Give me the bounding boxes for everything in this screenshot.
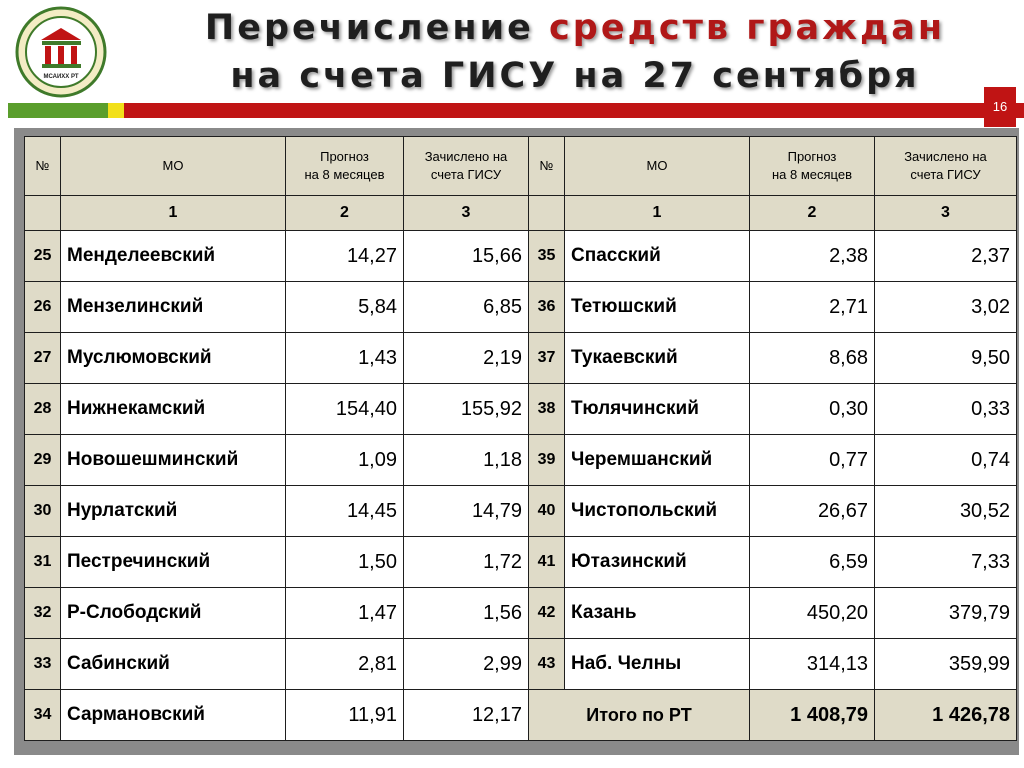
page-title xyxy=(140,4,1010,100)
forecast-value: 1,50 xyxy=(286,537,404,588)
header-mo: МО xyxy=(565,137,750,196)
row-number: 30 xyxy=(25,486,61,537)
colnum-2: 2 xyxy=(286,196,404,231)
credited-value: 7,33 xyxy=(875,537,1017,588)
forecast-value: 0,77 xyxy=(750,435,875,486)
colnum-blank xyxy=(529,196,565,231)
table-row xyxy=(25,384,1017,435)
row-number: 42 xyxy=(529,588,565,639)
district-name: Ютазинский xyxy=(565,537,750,588)
forecast-value: 314,13 xyxy=(750,639,875,690)
table-header-row xyxy=(25,137,1017,196)
row-number: 37 xyxy=(529,333,565,384)
forecast-value: 6,59 xyxy=(750,537,875,588)
district-name: Тетюшский xyxy=(565,282,750,333)
district-name: Черемшанский xyxy=(565,435,750,486)
district-name: Нижнекамский xyxy=(61,384,286,435)
row-number: 32 xyxy=(25,588,61,639)
header-mo: МО xyxy=(61,137,286,196)
district-name: Тюлячинский xyxy=(565,384,750,435)
row-number: 41 xyxy=(529,537,565,588)
stripe-green xyxy=(8,103,108,118)
header-credited: Зачислено на счета ГИСУ xyxy=(404,137,529,196)
credited-value: 379,79 xyxy=(875,588,1017,639)
credited-value: 2,37 xyxy=(875,231,1017,282)
forecast-value: 450,20 xyxy=(750,588,875,639)
row-number: 40 xyxy=(529,486,565,537)
forecast-value: 5,84 xyxy=(286,282,404,333)
table-row xyxy=(25,333,1017,384)
table-row xyxy=(25,588,1017,639)
table-frame xyxy=(14,128,1019,755)
row-number: 34 xyxy=(25,690,61,741)
table-row xyxy=(25,639,1017,690)
colnum-blank xyxy=(25,196,61,231)
forecast-value: 11,91 xyxy=(286,690,404,741)
forecast-value: 2,71 xyxy=(750,282,875,333)
credited-value: 6,85 xyxy=(404,282,529,333)
row-number: 39 xyxy=(529,435,565,486)
colnum-2: 2 xyxy=(750,196,875,231)
row-number: 26 xyxy=(25,282,61,333)
slide-number: 16 xyxy=(984,87,1016,127)
district-name: Муслюмовский xyxy=(61,333,286,384)
table-row xyxy=(25,282,1017,333)
credited-value: 155,92 xyxy=(404,384,529,435)
header-num: № xyxy=(25,137,61,196)
header-forecast: Прогноз на 8 месяцев xyxy=(750,137,875,196)
forecast-value: 2,38 xyxy=(750,231,875,282)
row-number: 33 xyxy=(25,639,61,690)
credited-value: 0,33 xyxy=(875,384,1017,435)
forecast-value: 154,40 xyxy=(286,384,404,435)
stripe-yellow xyxy=(108,103,124,118)
credited-value: 15,66 xyxy=(404,231,529,282)
credited-value: 359,99 xyxy=(875,639,1017,690)
forecast-value: 14,27 xyxy=(286,231,404,282)
district-name: Мензелинский xyxy=(61,282,286,333)
district-name: Чистопольский xyxy=(565,486,750,537)
credited-value: 1,72 xyxy=(404,537,529,588)
colnum-1: 1 xyxy=(565,196,750,231)
row-number: 28 xyxy=(25,384,61,435)
total-forecast: 1 408,79 xyxy=(750,690,875,741)
table-row xyxy=(25,486,1017,537)
forecast-value: 8,68 xyxy=(750,333,875,384)
forecast-value: 0,30 xyxy=(750,384,875,435)
stripe-red xyxy=(124,103,1024,118)
logo xyxy=(12,6,110,98)
district-name: Сабинский xyxy=(61,639,286,690)
forecast-value: 1,47 xyxy=(286,588,404,639)
district-name: Менделеевский xyxy=(61,231,286,282)
ministry-emblem-icon xyxy=(12,6,110,98)
header-forecast: Прогноз на 8 месяцев xyxy=(286,137,404,196)
district-name: Р-Слободский xyxy=(61,588,286,639)
logo-text: МСАИХХ РТ xyxy=(43,74,79,80)
district-name: Тукаевский xyxy=(565,333,750,384)
total-label: Итого по РТ xyxy=(529,690,750,741)
colnum-1: 1 xyxy=(61,196,286,231)
district-name: Сармановский xyxy=(61,690,286,741)
district-name: Пестречинский xyxy=(61,537,286,588)
header-credited: Зачислено на счета ГИСУ xyxy=(875,137,1017,196)
credited-value: 14,79 xyxy=(404,486,529,537)
row-number: 38 xyxy=(529,384,565,435)
credited-value: 2,99 xyxy=(404,639,529,690)
row-number: 29 xyxy=(25,435,61,486)
district-name: Нурлатский xyxy=(61,486,286,537)
row-number: 35 xyxy=(529,231,565,282)
forecast-value: 2,81 xyxy=(286,639,404,690)
column-number-row xyxy=(25,196,1017,231)
credited-value: 30,52 xyxy=(875,486,1017,537)
forecast-value: 26,67 xyxy=(750,486,875,537)
forecast-value: 1,43 xyxy=(286,333,404,384)
table-row xyxy=(25,690,1017,741)
table-row xyxy=(25,537,1017,588)
row-number: 31 xyxy=(25,537,61,588)
credited-value: 0,74 xyxy=(875,435,1017,486)
colnum-3: 3 xyxy=(875,196,1017,231)
total-credited: 1 426,78 xyxy=(875,690,1017,741)
row-number: 25 xyxy=(25,231,61,282)
forecast-value: 14,45 xyxy=(286,486,404,537)
credited-value: 3,02 xyxy=(875,282,1017,333)
row-number: 36 xyxy=(529,282,565,333)
table-row xyxy=(25,231,1017,282)
credited-value: 9,50 xyxy=(875,333,1017,384)
title-line2: на счета ГИСУ на 27 сентября xyxy=(230,56,920,96)
title-line1-b: средств граждан xyxy=(549,8,946,48)
table-row xyxy=(25,435,1017,486)
credited-value: 12,17 xyxy=(404,690,529,741)
title-line1-a: Перечисление xyxy=(204,8,534,48)
credited-value: 2,19 xyxy=(404,333,529,384)
row-number: 43 xyxy=(529,639,565,690)
credited-value: 1,18 xyxy=(404,435,529,486)
credited-value: 1,56 xyxy=(404,588,529,639)
forecast-value: 1,09 xyxy=(286,435,404,486)
header-num: № xyxy=(529,137,565,196)
district-name: Спасский xyxy=(565,231,750,282)
district-name: Казань xyxy=(565,588,750,639)
row-number: 27 xyxy=(25,333,61,384)
district-name: Наб. Челны xyxy=(565,639,750,690)
colnum-3: 3 xyxy=(404,196,529,231)
district-name: Новошешминский xyxy=(61,435,286,486)
data-table xyxy=(24,136,1017,741)
